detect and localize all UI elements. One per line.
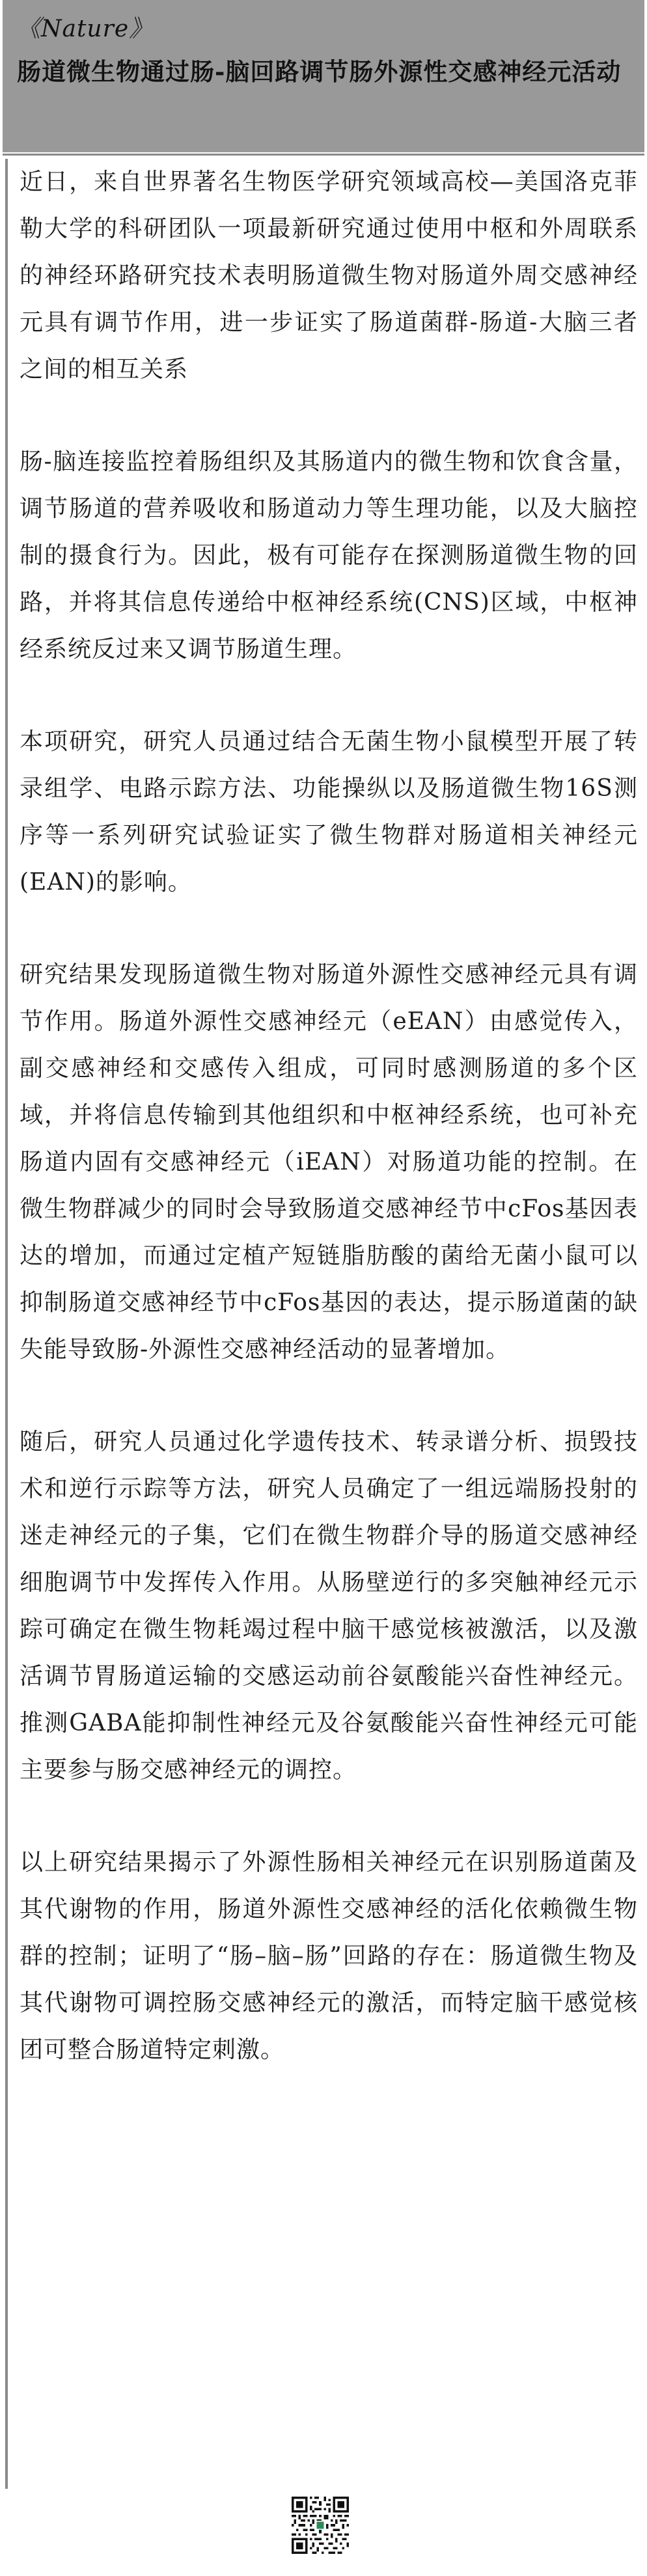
- article-title: 肠道微生物通过肠-脑回路调节肠外源性交感神经元活动: [17, 57, 622, 86]
- article-content: [0, 159, 647, 2489]
- header-divider: [3, 154, 644, 156]
- article-body: [20, 159, 638, 2119]
- paragraph-gut-brain: 肠-脑连接监控着肠组织及其肠道内的微生物和饮食含量，调节肠道的营养吸收和肠道动力等生理功能，以及大脑控制的摄食行为。因此，极有可能存在探测肠道微生物的回路，并将其信息传递给中枢神经系统(CNS)区域，中枢神经系统反过来又调节肠道生理。: [20, 448, 638, 663]
- qr-code-icon: [292, 2497, 349, 2554]
- left-border-rule: [5, 159, 8, 2489]
- paragraph-methods: 本项研究，研究人员通过结合无菌生物小鼠模型开展了转录组学、电路示踪方法、功能操纵以及肠道微生物16S测序等一系列研究试验证实了微生物群对肠道相关神经元(EAN)的影响。: [20, 728, 638, 896]
- article-header: [3, 0, 644, 152]
- journal-name: 《Nature》: [17, 16, 154, 42]
- paragraph-results: 研究结果发现肠道微生物对肠道外源性交感神经元具有调节作用。肠道外源性交感神经元（eEAN）由感觉传入，副交感神经和交感传入组成，可同时感测肠道的多个区域，并将信息传输到其他组织和中枢神经系统，也可补充肠道内固有交感神经元（iEAN）对肠道功能的控制。在微生物群减少的同时会导致肠道交感神经节中cFos基因表达的增加，而通过定植产短链脂肪酸的菌给无菌小鼠可以抑制肠道交感神经节中cFos基因的表达，提示肠道菌的缺失能导致肠-外源性交感神经活动的显著增加。: [20, 961, 638, 1363]
- paragraph-followup: 随后，研究人员通过化学遗传技术、转录谱分析、损毁技术和逆行示踪等方法，研究人员确定了一组远端肠投射的迷走神经元的子集，它们在微生物群介导的肠道交感神经细胞调节中发挥传入作用。从肠壁逆行的多突触神经元示踪可确定在微生物耗竭过程中脑干感觉核被激活，以及激活调节胃肠道运输的交感运动前谷氨酸能兴奋性神经元。推测GABA能抑制性神经元及谷氨酸能兴奋性神经元可能主要参与肠交感神经元的调控。: [20, 1429, 638, 1783]
- paragraph-conclusion: 以上研究结果揭示了外源性肠相关神经元在识别肠道菌及其代谢物的作用，肠道外源性交感神经的活化依赖微生物群的控制；证明了“肠–脑–肠”回路的存在：肠道微生物及其代谢物可调控肠交感神经元的激活，而特定脑干感觉核团可整合肠道特定刺激。: [20, 1849, 638, 2063]
- paragraph-intro: 近日，来自世界著名生物医学研究领域高校—美国洛克菲勒大学的科研团队一项最新研究通过使用中枢和外周联系的神经环路研究技术表明肠道微生物对肠道外周交感神经元具有调节作用，进一步证实了肠道菌群-肠道-大脑三者之间的相互关系: [20, 169, 638, 383]
